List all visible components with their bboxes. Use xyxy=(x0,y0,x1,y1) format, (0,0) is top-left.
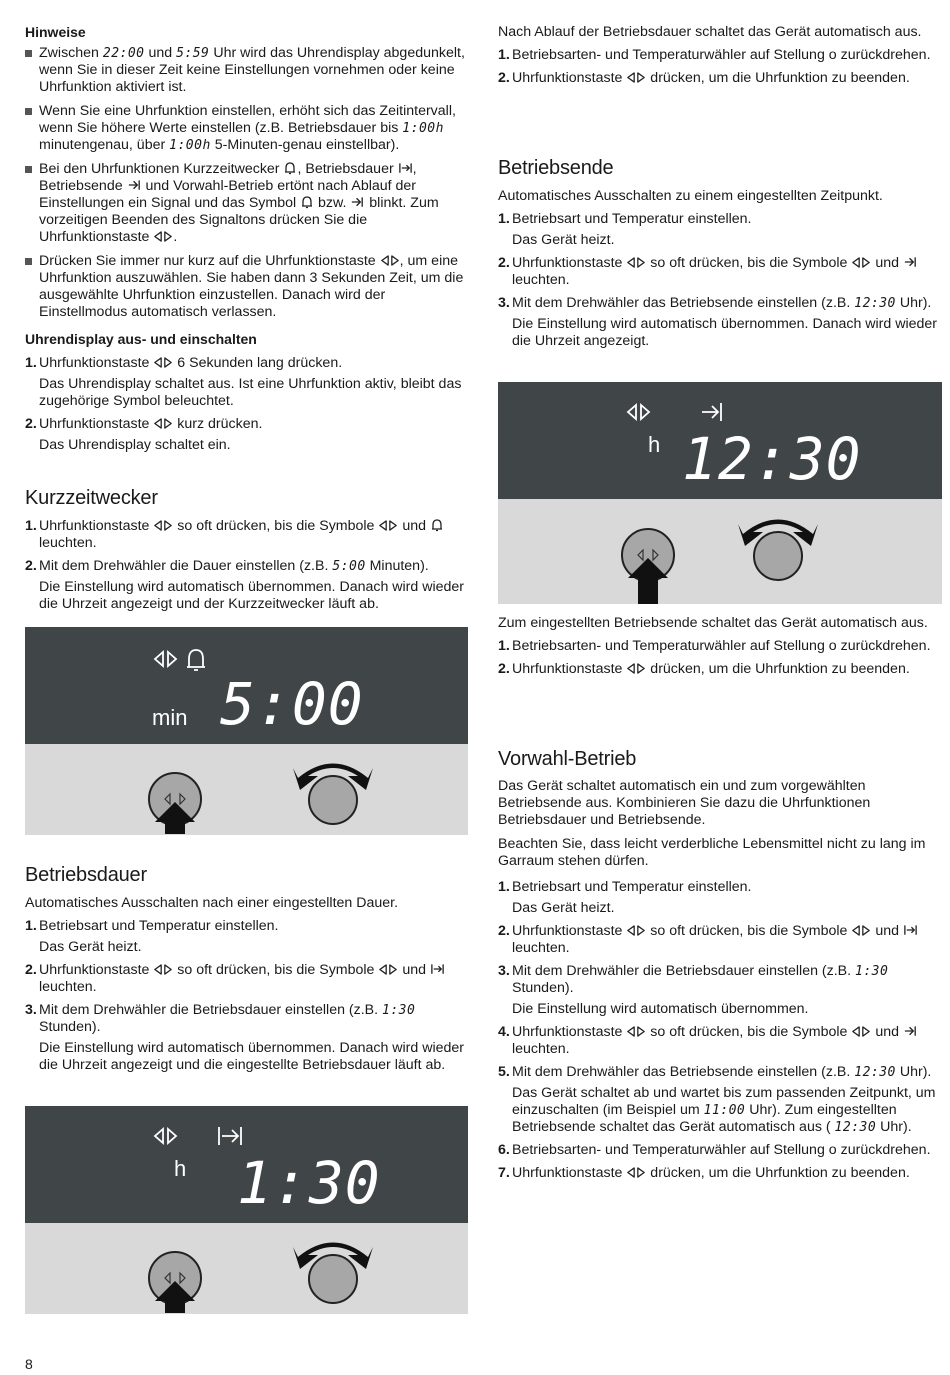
hinweise-title: Hinweise xyxy=(25,24,86,40)
kurzzeitwecker-section xyxy=(25,486,470,613)
step: 3. Mit dem Drehwähler das Betriebsende einstellen (z.B. 12:30 Uhr). Die Einstellung wird automatisch übernommen. Danach wird wieder die Uhrzeit angezeigt. xyxy=(498,295,943,350)
clock-function-icon xyxy=(153,519,173,532)
step-result: Das Gerät heizt. xyxy=(512,900,615,916)
step-result: Das Uhrendisplay schaltet aus. Ist eine Uhrfunktion aktiv, bleibt das zugehörige Symbol beleuchtet. xyxy=(39,376,462,409)
clock-function-icon xyxy=(378,963,398,976)
clock-function-icon xyxy=(851,924,871,937)
step: 2. Uhrfunktionstaste so oft drücken, bis die Symbole und leuchten. xyxy=(498,923,943,957)
betriebsdauer-section xyxy=(25,863,470,1074)
control-panel-figure-betriebsende xyxy=(498,382,942,604)
panel-symbols xyxy=(153,1124,253,1150)
betriebsdauer-intro: Automatisches Ausschalten nach einer eingestellten Dauer. xyxy=(25,895,399,911)
clock-function-icon xyxy=(153,356,173,369)
clock-function-icon xyxy=(153,963,173,976)
display-time: 12:30 xyxy=(682,425,862,493)
bell-icon xyxy=(300,195,314,209)
end-time-icon xyxy=(127,178,142,192)
step: 1. Betriebsarten- und Temperaturwähler auf Stellung o zurückdrehen. xyxy=(498,638,931,654)
display-unit: h xyxy=(174,1156,187,1181)
step: 2. Uhrfunktionstaste so oft drücken, bis die Symbole und leuchten. xyxy=(498,255,943,289)
step: 3. Mit dem Drehwähler die Betriebsdauer einstellen (z.B. 1:30 Stunden). Die Einstellung wird automatisch übernommen. xyxy=(498,963,943,1018)
display-toggle-title: Uhrendisplay aus- und einschalten xyxy=(25,331,257,347)
hint-bullet: Zwischen 22:00 und 5:59 Uhr wird das Uhrendisplay abgedunkelt, wenn Sie in dieser Zeit keine Einstellungen vornehmen oder keine Uhrfunktion aktiviert ist. xyxy=(25,45,470,96)
ende-end-section xyxy=(498,615,943,678)
clock-function-icon xyxy=(851,256,871,269)
step: 1. Betriebsart und Temperatur einstellen. Das Gerät heizt. xyxy=(498,211,943,249)
vorwahl-paragraph: Das Gerät schaltet automatisch ein und zum vorgewählten Betriebsende aus. Kombinieren Sie dazu die Uhrfunktionen Betriebsdauer und Betriebsende. xyxy=(498,778,871,828)
step-result: Die Einstellung wird automatisch übernommen. xyxy=(512,1001,809,1017)
step: 7. Uhrfunktionstaste drücken, um die Uhrfunktion zu beenden. xyxy=(498,1165,910,1181)
vorwahl-section xyxy=(498,747,943,1182)
step: 5. Mit dem Drehwähler das Betriebsende einstellen (z.B. 12:30 Uhr). Das Gerät schaltet ab und wartet bis zum passenden Zeitpunkt, um einzuschalten (im Beispiel um 11:00 Uhr). Zum eingestellten Betriebsende schaltet das Gerät automatisch aus ( 12:30 Uhr). xyxy=(498,1064,943,1136)
betriebsdauer-title: Betriebsdauer xyxy=(25,864,147,886)
clock-function-icon xyxy=(378,519,398,532)
clock-function-icon xyxy=(626,1166,646,1179)
step: 1. Uhrfunktionstaste 6 Sekunden lang drücken. Das Uhrendisplay schaltet aus. Ist eine Uhrfunktion aktiv, bleibt das zugehörige Symbol beleuchtet. xyxy=(25,355,470,410)
hint-bullet: Wenn Sie eine Uhrfunktion einstellen, erhöht sich das Zeitintervall, wenn Sie höhere Werte einstellen (z.B. Betriebsdauer bis 1:00h minutengenau, über 1:00h 5-Minuten-genau einstellbar). xyxy=(25,103,470,154)
end-time-icon xyxy=(903,255,918,269)
step: 2. Uhrfunktionstaste kurz drücken. Das Uhrendisplay schaltet ein. xyxy=(25,416,470,454)
end-time-icon xyxy=(903,1024,918,1038)
hinweise-section xyxy=(25,24,470,454)
clock-function-icon xyxy=(851,1025,871,1038)
rotary-selector[interactable] xyxy=(309,1255,357,1303)
step: 6. Betriebsarten- und Temperaturwähler auf Stellung o zurückdrehen. xyxy=(498,1142,931,1158)
step-result: Die Einstellung wird automatisch übernommen. Danach wird wieder die Uhrzeit angezeigt und die eingestellte Betriebsdauer läuft ab. xyxy=(39,1040,465,1073)
display-time: 1:30 xyxy=(237,1149,381,1217)
panel-symbols xyxy=(626,400,726,426)
clock-function-icon xyxy=(626,256,646,269)
step-result: Das Uhrendisplay schaltet ein. xyxy=(39,437,231,453)
display-unit: min xyxy=(152,705,188,730)
duration-icon xyxy=(903,923,918,937)
hint-bullet: Bei den Uhrfunktionen Kurzzeitwecker , Betriebsdauer , Betriebsende und Vorwahl-Betrieb ertönt nach Ablauf der Einstellungen ein Signal und das Symbol bzw. blinkt. Zum vorzeitigen Beenden des Signaltons drücken Sie die Uhrfunktionstaste . xyxy=(25,161,470,246)
step: 1. Uhrfunktionstaste so oft drücken, bis die Symbole und leuchten. xyxy=(25,518,470,552)
clock-function-icon xyxy=(626,71,646,84)
end-time-icon xyxy=(350,195,365,209)
dauer-end-section xyxy=(498,24,943,87)
betriebsende-section xyxy=(498,156,943,350)
step-result: Das Gerät heizt. xyxy=(512,232,615,248)
clock-function-icon xyxy=(626,1025,646,1038)
step-result: Das Gerät heizt. xyxy=(39,939,142,955)
bell-icon xyxy=(283,161,297,175)
ende-end-intro: Zum eingestellten Betriebsende schaltet das Gerät automatisch aus. xyxy=(498,615,928,631)
step-result: Das Gerät schaltet ab und wartet bis zum passenden Zeitpunkt, um einzuschalten (im Beispiel um 11:00 Uhr). Zum eingestellten Betriebsende schaltet das Gerät automatisch aus ( 12:30 Uhr). xyxy=(512,1085,936,1135)
clock-function-icon xyxy=(626,924,646,937)
betriebsende-title: Betriebsende xyxy=(498,157,614,179)
step-result: Die Einstellung wird automatisch übernommen. Danach wird wieder die Uhrzeit angezeigt. xyxy=(512,316,938,349)
controls xyxy=(140,1233,390,1313)
kurzzeitwecker-title: Kurzzeitwecker xyxy=(25,487,158,509)
step: 4. Uhrfunktionstaste so oft drücken, bis die Symbole und leuchten. xyxy=(498,1024,943,1058)
controls xyxy=(613,510,863,604)
display-time: 5:00 xyxy=(220,670,364,738)
bell-icon xyxy=(430,518,444,532)
display-unit: h xyxy=(648,432,661,457)
step: 1. Betriebsarten- und Temperaturwähler auf Stellung o zurückdrehen. xyxy=(498,47,931,63)
duration-icon xyxy=(430,962,445,976)
vorwahl-title: Vorwahl-Betrieb xyxy=(498,748,637,770)
panel-symbols xyxy=(153,647,213,673)
rotary-selector[interactable] xyxy=(309,776,357,824)
step: 1. Betriebsart und Temperatur einstellen. Das Gerät heizt. xyxy=(498,879,943,917)
rotary-selector[interactable] xyxy=(754,532,802,580)
clock-function-icon xyxy=(380,254,400,267)
controls xyxy=(140,754,390,834)
clock-function-icon xyxy=(626,662,646,675)
hint-bullet: Drücken Sie immer nur kurz auf die Uhrfunktionstaste , um eine Uhrfunktion auszuwählen. Sie haben dann 3 Sekunden Zeit, um die ausgewählte Uhrfunktion einzustellen. Danach wird der Einstellmodus automatisch verlassen. xyxy=(25,253,470,321)
duration-icon xyxy=(398,161,413,175)
page-number: 8 xyxy=(25,1356,33,1372)
clock-function-icon xyxy=(153,230,173,243)
step: 1. Betriebsart und Temperatur einstellen. Das Gerät heizt. xyxy=(25,918,470,956)
step: 2. Mit dem Drehwähler die Dauer einstellen (z.B. 5:00 Minuten). Die Einstellung wird automatisch übernommen. Danach wird wieder die Uhrzeit angezeigt und der Kurzzeitwecker läuft ab. xyxy=(25,558,470,613)
vorwahl-paragraph: Beachten Sie, dass leicht verderbliche Lebensmittel nicht zu lang im Garraum stehen dürfen. xyxy=(498,836,926,869)
step: 2. Uhrfunktionstaste so oft drücken, bis die Symbole und leuchten. xyxy=(25,962,470,996)
control-panel-figure-betriebsdauer xyxy=(25,1106,468,1314)
betriebsende-intro: Automatisches Ausschalten zu einem eingestellten Zeitpunkt. xyxy=(498,188,883,204)
control-panel-figure-kurzzeitwecker xyxy=(25,627,468,835)
step: 2. Uhrfunktionstaste drücken, um die Uhrfunktion zu beenden. xyxy=(498,70,910,86)
step-result: Die Einstellung wird automatisch übernommen. Danach wird wieder die Uhrzeit angezeigt und der Kurzzeitwecker läuft ab. xyxy=(39,579,465,612)
step: 2. Uhrfunktionstaste drücken, um die Uhrfunktion zu beenden. xyxy=(498,661,910,677)
clock-function-icon xyxy=(153,417,173,430)
step: 3. Mit dem Drehwähler die Betriebsdauer einstellen (z.B. 1:30 Stunden). Die Einstellung wird automatisch übernommen. Danach wird wieder die Uhrzeit angezeigt und die eingestellte Betriebsdauer läuft ab. xyxy=(25,1002,470,1074)
dauer-end-intro: Nach Ablauf der Betriebsdauer schaltet das Gerät automatisch aus. xyxy=(498,24,922,40)
